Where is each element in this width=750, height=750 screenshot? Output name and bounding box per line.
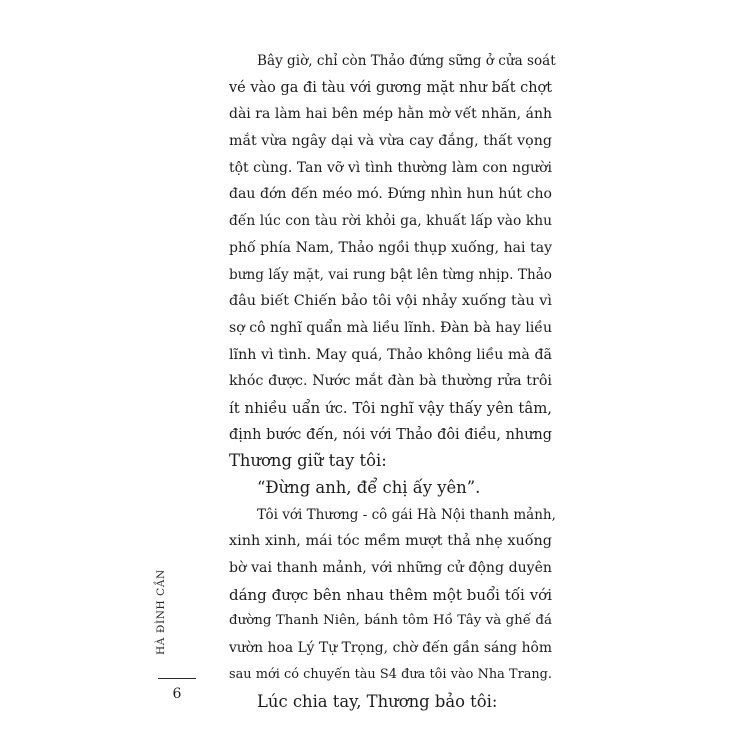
running-head-author: HÀ ĐÌNH CẦN bbox=[155, 569, 167, 655]
body-text bbox=[229, 48, 556, 715]
footer-rule bbox=[158, 678, 196, 679]
text-line: đau đớn đến méo mó. Đứng nhìn hun hút cho bbox=[229, 186, 552, 203]
page-number: 6 bbox=[172, 686, 182, 702]
text-line: phố phía Nam, Thảo ngồi thụp xuống, hai tay bbox=[229, 239, 552, 256]
text-line: lĩnh vì tình. May quá, Thảo không liều mà đã bbox=[229, 346, 552, 363]
text-line: sợ cô nghĩ quẩn mà liều lĩnh. Đàn bà hay liều bbox=[229, 319, 552, 336]
text-line: “Đừng anh, để chị ấy yên”. bbox=[257, 478, 481, 497]
text-line: Tôi với Thương - cô gái Hà Nội thanh mảnh, bbox=[257, 506, 556, 523]
text-line: Bây giờ, chỉ còn Thảo đứng sững ở cửa soát bbox=[257, 53, 556, 69]
text-line: Thương giữ tay tôi: bbox=[229, 451, 387, 471]
text-line: vé vào ga đi tàu với gương mặt như bất chợt bbox=[229, 79, 552, 96]
text-line: đến lúc con tàu rời khỏi ga, khuất lấp vào khu bbox=[229, 213, 552, 230]
text-line: tột cùng. Tan vỡ vì tình thường làm con người bbox=[229, 159, 552, 176]
text-line: bưng lấy mặt, vai rung bật lên từng nhịp. Thảo bbox=[229, 266, 552, 283]
text-line: đường Thanh Niên, bánh tôm Hồ Tây và ghế đá bbox=[229, 613, 552, 629]
text-line: bờ vai thanh mảnh, với những cử động duyên bbox=[229, 560, 552, 577]
text-line: dài ra làm hai bên mép hằn mờ vết nhăn, ánh bbox=[229, 106, 552, 123]
text-line: sau mới có chuyến tàu S4 đưa tôi vào Nha Trang. bbox=[229, 666, 552, 682]
text-line: Lúc chia tay, Thương bảo tôi: bbox=[257, 691, 498, 711]
text-line: định bước đến, nói với Thảo đôi điều, nhưng bbox=[229, 426, 552, 443]
text-line: khóc được. Nước mắt đàn bà thường rửa trôi bbox=[229, 373, 552, 390]
text-line: xinh xinh, mái tóc mềm mượt thả nhẹ xuống bbox=[229, 533, 552, 550]
text-line: mắt vừa ngây dại và vừa cay đắng, thất vọng bbox=[229, 133, 552, 150]
text-line: vườn hoa Lý Tự Trọng, chờ đến gần sáng hôm bbox=[229, 640, 552, 657]
text-line: đâu biết Chiến bảo tôi vội nhảy xuống tàu vì bbox=[229, 293, 552, 310]
text-line: ít nhiều uẩn ức. Tôi nghĩ vậy thấy yên tâm, bbox=[229, 398, 552, 417]
text-line: dáng được bên nhau thêm một buổi tối với bbox=[229, 585, 552, 604]
